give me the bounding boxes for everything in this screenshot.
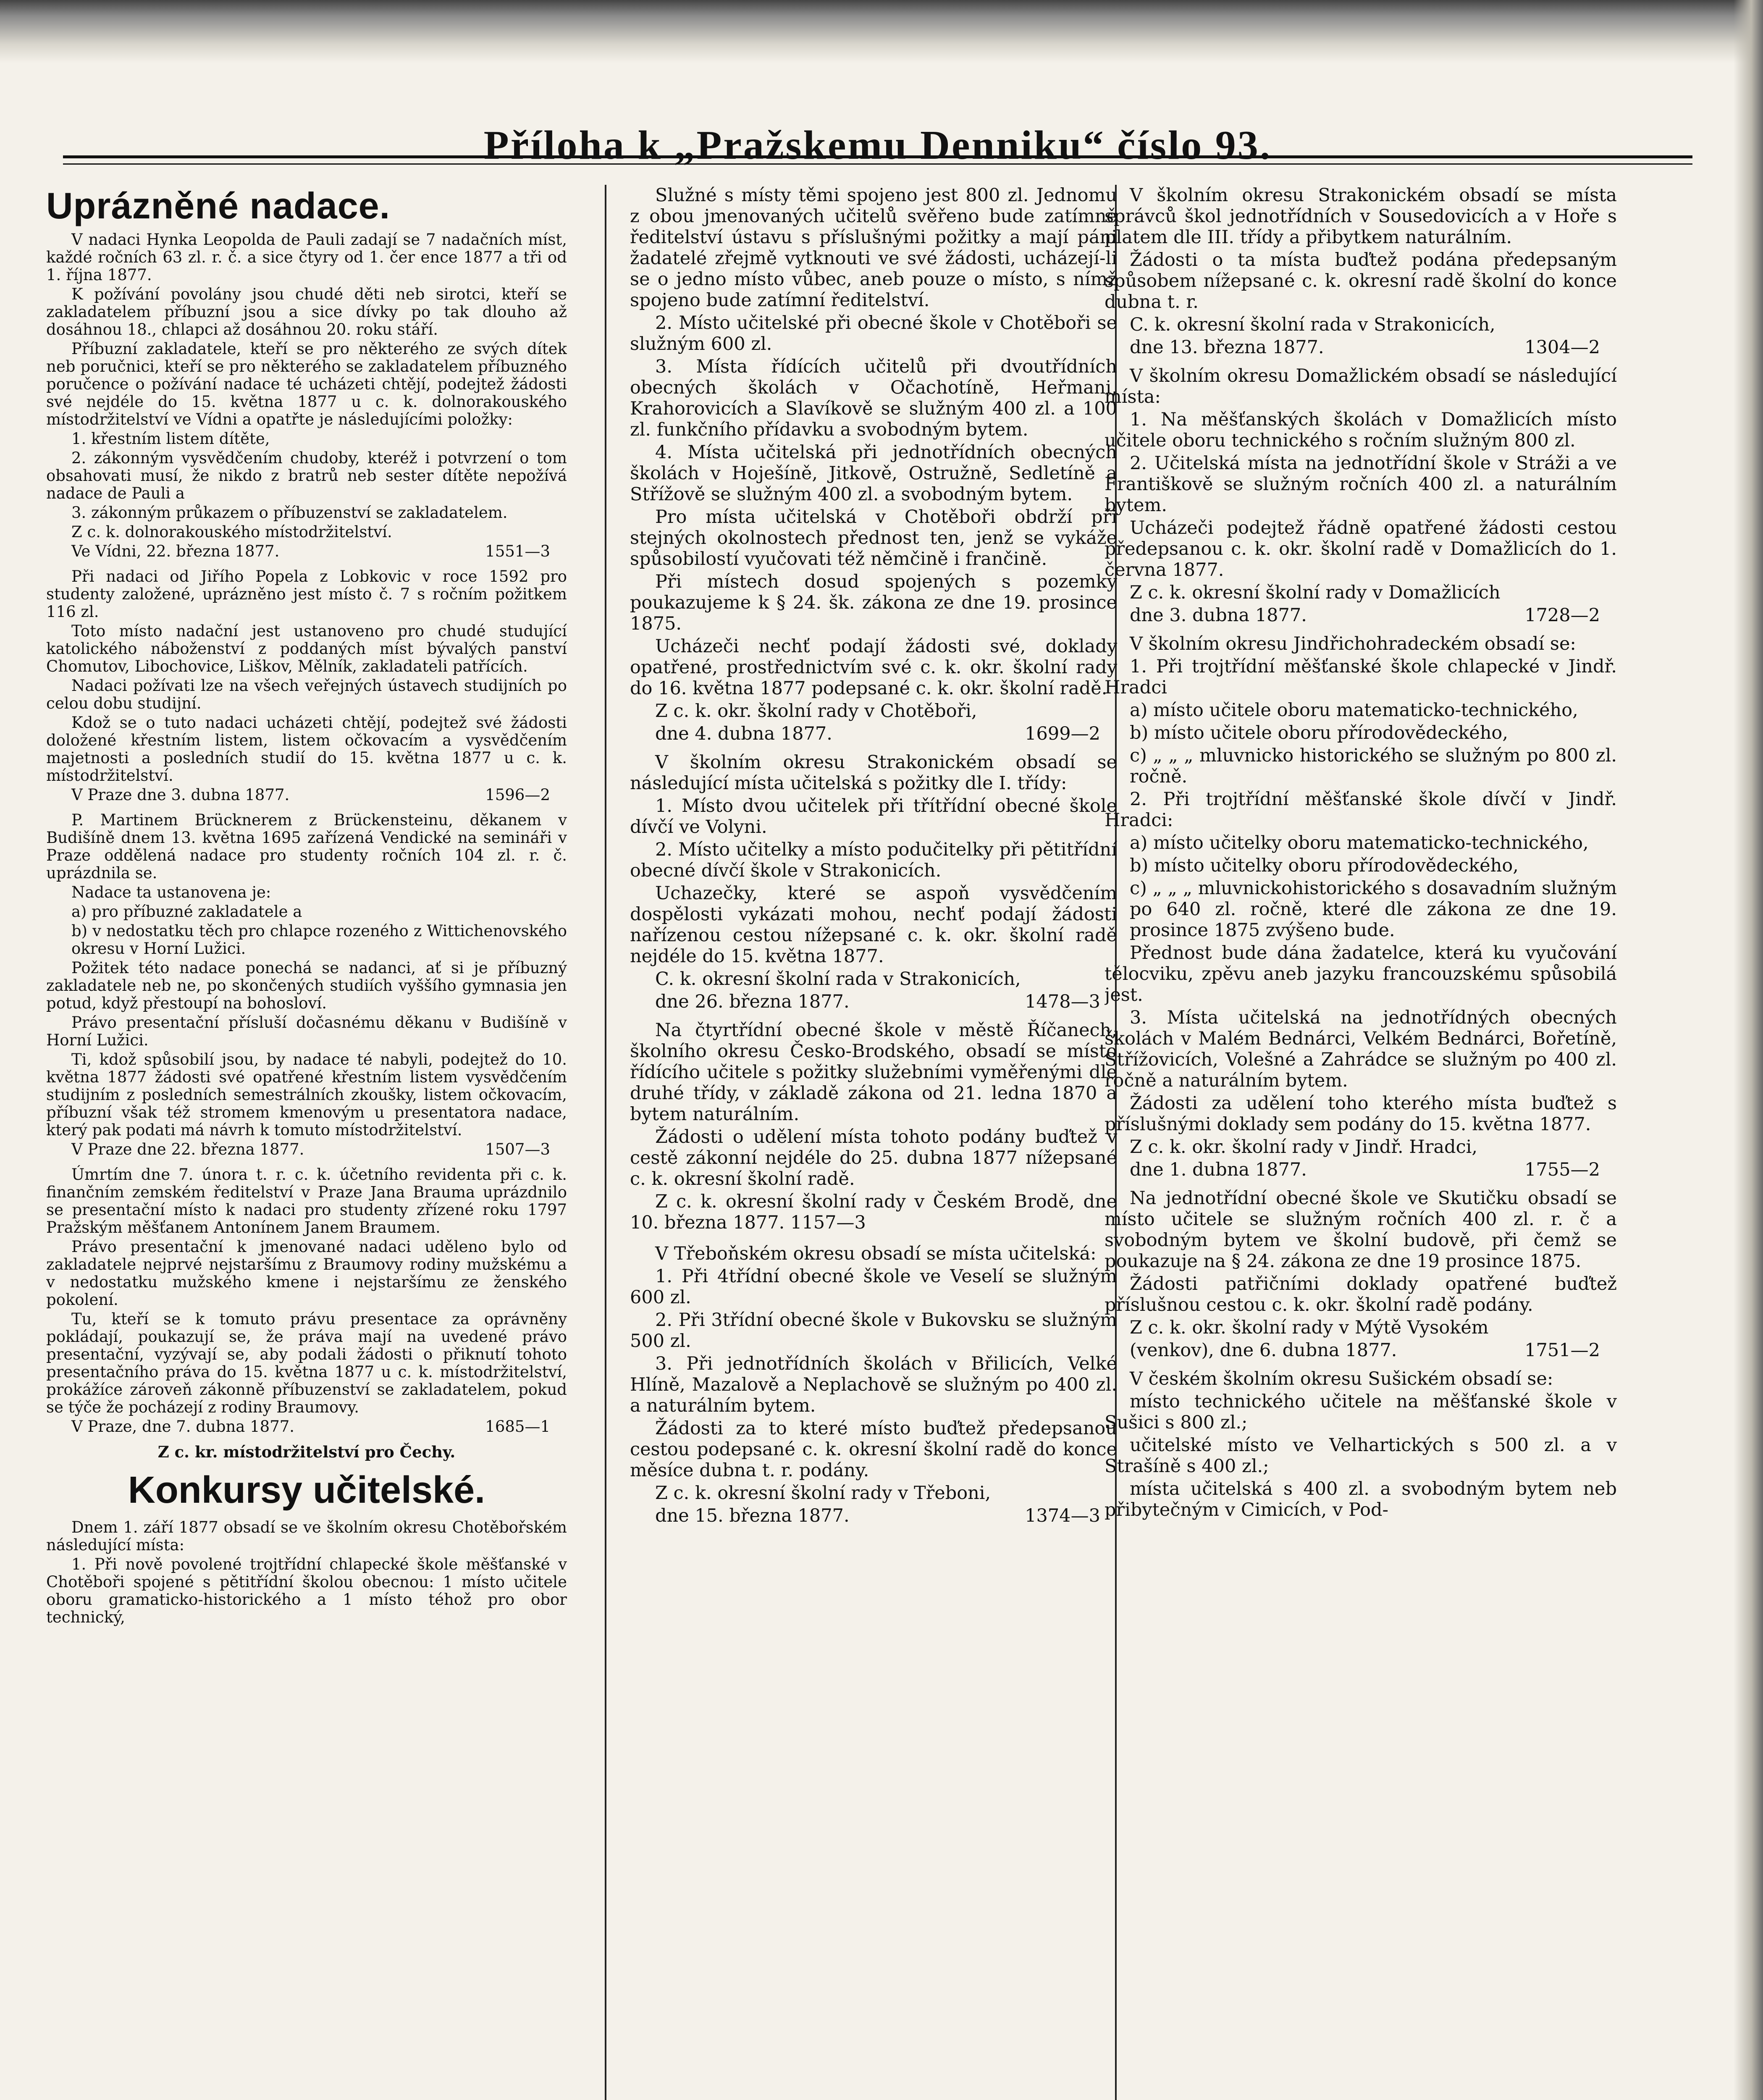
paragraph: Toto místo nadační jest ustanoveno pro chudé studující katolického náboženství z poddaných míst bývalých panství Chomutov, Libochovice, Liškov, Mělník, zakladateli patřících. [46,622,567,675]
reference-number: 1157—3 [790,1212,866,1233]
list-item: 1. Místo dvou učitelek při třítřídní obecné škole dívčí ve Volyni. [630,795,1117,837]
paragraph: Žádosti o ta místa buďtež podána předepsaným spůsobem nížepsané c. k. okresní radě školní do konce dubna t. r. [1104,249,1617,312]
paragraph: Kdož se o tuto nadaci ucházeti chtějí, podejtež své žádosti doložené křestním listem, listem očkovacím a vysvědčením majetnosti a posledních studií do 15. května 1877 u c. k. místodržitelství. [46,714,567,785]
paragraph: Žádosti za to které místo buďtež předepsanou cestou podepsané c. k. okresní školní radě do konce měsíce dubna t. r. podány. [630,1418,1117,1481]
paragraph: Příbuzní zakladatele, kteří se pro některého ze svých dítek neb poručnici, kteří se pro některého se zakladatelem příbuzného poručence o požívání nadace té ucházeti chtějí, podejtež žádosti své nejdéle do 15. května 1877 u c. k. dolnorakouského místodržitelství ve Vídni a opatřte je následujícími položky: [46,340,567,428]
authority-line: Z c. k. okr. školní rady v Chotěboři, [655,701,977,722]
section-heading-teacher-competitions: Konkursy učitelské. [128,1469,485,1511]
list-item: místa učitelská s 400 zl. a svobodným bytem neb přibytečným v Cimicích, v Pod- [1104,1478,1617,1520]
page-title: Příloha k „Pražskemu Denniku“ číslo 93. [483,123,1272,168]
scan-shadow-top [0,0,1763,63]
list-item: 2. zákonným vysvědčením chudoby, kteréž i potvrzení o tom obsahovati musí, že nikdo z bratrů neb sester dítěte nepožívá nadace de Pauli a [46,449,567,502]
paragraph: Pro místa učitelská v Chotěboři obdrží při stejných okolnostech přednost ten, jenž se vykáže spůsobilostí vyučovati též němčině i frančině. [630,507,1117,570]
authority-line: C. k. okresní školní rada v Strakonicích, [655,969,1021,990]
reference-number: 1478—3 [1025,991,1100,1012]
authority-line: Z c. k. okresní školní rady v Třeboni, [655,1483,991,1504]
list-item: místo technického učitele na měšťanské škole v Sušici s 800 zl.; [1104,1391,1617,1433]
reference-number: 1755—2 [1524,1159,1600,1180]
paragraph: V školním okresu Domažlickém obsadí se následující místa: [1104,365,1617,407]
paragraph: V Třeboňském okresu obsadí se místa učitelská: [655,1243,1097,1264]
authority-line: Z c. k. okr. školní rady v Mýtě Vysokém [1130,1317,1489,1338]
reference-number: 1728—2 [1524,605,1600,626]
paragraph: Požitek této nadace ponechá se nadanci, ať si je příbuzný zakladatele neb ne, po skončených studiích vyššího gymnasia jen potud, když přestoupí na bohosloví. [46,959,567,1012]
signature-line [46,543,567,560]
date-place: V Praze dne 3. dubna 1877. [71,786,290,804]
signature-line [46,1141,567,1158]
date-place: (venkov), dne 6. dubna 1877. [1130,1340,1397,1361]
list-item: c) „ „ „ mluvnicko historického se služným po 800 zl. ročně. [1130,745,1617,787]
paragraph: Nadace ta ustanovena je: [71,883,271,901]
scan-shadow-right [1734,0,1763,2100]
list-item: 4. Místa učitelská při jednotřídních obecných školách v Hoješíně, Jitkově, Ostružně, Sedletíně a Střížově se služným 400 zl. a svobodným bytem. [630,442,1117,505]
list-item: 3. zákonným průkazem o příbuzenství se zakladatelem. [71,504,508,522]
authority-line: Z c. k. okresní školní rady v Domažlicích [1130,582,1501,603]
reference-number: 1596—2 [485,786,550,804]
signature-line [630,991,1117,1012]
signature-line [46,786,567,804]
signature-line [1104,337,1617,358]
authority-text: Z c. k. okresní školní rady v Českém Brodě, dne 10. března 1877. [630,1191,1117,1233]
authority-line: Z c. k. dolnorakouského místodržitelství. [71,523,392,541]
date-place: Ve Vídni, 22. března 1877. [71,542,280,560]
column-3 [1104,185,1617,2100]
list-item: 2. Místo učitelky a místo podučitelky při pětitřídní obecné dívčí škole v Strakonicích. [630,839,1117,881]
list-item: 2. Místo učitelské při obecné škole v Chotěboři se služným 600 zl. [630,312,1117,354]
reference-number: 1374—3 [1025,1505,1100,1526]
paragraph: Uchazečky, které se aspoň vysvědčením dospělosti vykázati mohou, nechť podají žádosti nařízenou cestou nížepsané c. k. okr. školní radě nejdéle do 15. května 1877. [630,883,1117,967]
paragraph: Ti, kdož spůsobilí jsou, by nadace té nabyli, podejtež do 10. května 1877 žádosti své opatřené křestním listem vysvědčením studijním z posledních semestrálních zkoušky, listem očkovacím, příbuzní však též stromem kmenovým u presentatora nadace, který pak podati má návrh k tomuto místodržitelství. [46,1050,567,1139]
list-item: 3. Místa učitelská na jednotřídných obecných školách v Malém Bednárci, Velkém Bednárci, Bořetíně, Střížovicích, Volešné a Zahrádce se služným po 400 zl. ročně a naturálním bytem. [1104,1007,1617,1091]
paragraph: Tu, kteří se k tomuto právu presentace za oprávněny pokládají, poukazují se, že práva mají na uvedené právo presentační, vyzývají se, aby podali žádosti o přiknutí tohoto presentačního práva do 15. května 1877 u c. k. místodržitelství, prokážíce zároveň zákonně příbuzenství se zakladatelem, pokud se týče že pocházejí z rodiny Braumovy. [46,1310,567,1416]
paragraph: V školním okresu Strakonickém obsadí se následující místa učitelská s požitky dle I. třídy: [630,752,1117,794]
paragraph: V českém školním okresu Sušickém obsadí se: [1130,1368,1553,1389]
column-1 [46,185,567,2100]
paragraph: V školním okresu Jindřichohradeckém obsadí se: [1130,633,1576,654]
list-item: 2. Při 3třídní obecné škole v Bukovsku se služným 500 zl. [630,1310,1117,1352]
authority-line: Z c. kr. místodržitelství pro Čechy. [157,1443,456,1461]
date-place: dne 26. března 1877. [655,991,850,1012]
list-item: 3. Při jednotřídních školách v Břilicích, Velké Hlíně, Mazalově a Neplachově se služným po 400 zl. a naturálním bytem. [630,1353,1117,1416]
paragraph: Přednost bude dána žadatelce, která ku vyučování tělocviku, zpěvu aneb jazyku francouzskému spůsobilá jest. [1104,942,1617,1005]
paragraph: Žádosti za udělení toho kterého místa buďtež s příslušnými doklady sem podány do 15. května 1877. [1104,1093,1617,1135]
signature-line [630,723,1117,744]
paragraph: Právo presentační přísluší dočasnému děkanu v Budišíně v Horní Lužici. [46,1013,567,1049]
column-2 [630,185,1117,2100]
paragraph: Na jednotřídní obecné škole ve Skutičku obsadí se místo učitele se služným ročních 400 zl. r. č a svobodným bytem ve školní budově, při čemž se poukazuje na § 24. zákona ze dne 19 prosince 1875. [1104,1188,1617,1272]
signature-line [1104,605,1617,626]
authority-line: C. k. okresní školní rada v Strakonicích, [1130,314,1495,335]
paragraph: Při nadaci od Jiřího Popela z Lobkovic v roce 1592 pro studenty založené, uprázněno jest místo č. 7 s ročním požitkem 116 zl. [46,567,567,621]
paragraph: Ucházeči podejtež řádně opatřené žádosti cestou předepsanou c. k. okr. školní radě v Domažlicích do 1. června 1877. [1104,517,1617,580]
list-item: b) v nedostatku těch pro chlapce rozeného z Wittichenovského okresu v Horní Lužici. [71,922,567,958]
list-item: 1. Při 4třídní obecné škole ve Veselí se služným 600 zl. [630,1266,1117,1308]
list-item: 1. Na měšťanských školách v Domažlicích místo učitele oboru technického s ročním služným 800 zl. [1104,409,1617,451]
date-place: dne 4. dubna 1877. [655,723,832,744]
paragraph: V školním okresu Strakonickém obsadí se místa správců škol jednotřídních v Sousedovicích a v Hoře s platem dle III. třídy a přibytkem naturálním. [1104,185,1617,248]
date-place: dne 3. dubna 1877. [1130,605,1307,626]
paragraph: P. Martinem Brücknerem z Brückensteinu, děkanem v Budišíně dnem 13. května 1695 zařízená Vendické na semináři v Praze oddělená nadace pro studenty ročních 104 zl. r. č. uprázdnila se. [46,811,567,882]
signature-line [630,1505,1117,1526]
paragraph: 1. Při nově povolené trojtřídní chlapecké škole měšťanské v Chotěboři spojené s pětitřídní školou obecnou: 1 místo učitele oboru gramaticko-historického a 1 místo téhož pro obor technický, [46,1555,567,1626]
reference-number: 1507—3 [485,1140,550,1158]
reference-number: 1551—3 [485,542,550,560]
paragraph: K požívání povolány jsou chudé děti neb sirotci, kteří se zakladatelem příbuzní jsou a sice dívky po tak dlouho až dosáhnou 18., chlapci až dosáhnou 20. roku stáří. [46,285,567,339]
list-item: 2. Učitelská místa na jednotřídní škole v Stráži a ve Františkově se služným ročních 400 zl. a naturálním bytem. [1104,453,1617,516]
header-rule [63,155,1692,165]
list-item: učitelské místo ve Velhartických s 500 zl. a v Strašíně s 400 zl.; [1104,1435,1617,1477]
date-place: dne 15. března 1877. [655,1505,850,1526]
list-item: a) místo učitele oboru matematicko-technického, [1130,700,1578,721]
reference-number: 1304—2 [1524,337,1600,358]
paragraph: Služné s místy těmi spojeno jest 800 zl. Jednomu z obou jmenovaných učitelů svěřeno bude zatímně ředitelství ústavu s příslušnými požitky a mají páni žadatelé zřejmě vytknouti ve své žádosti, ucházejí-li se o jedno místo vůbec, aneb pouze o místo, s nímž spojeno bude zatímní ředitelství. [630,185,1117,311]
date-place: dne 13. března 1877. [1130,337,1324,358]
date-place: V Praze dne 22. března 1877. [71,1140,304,1158]
list-item: a) místo učitelky oboru matematicko-technického, [1130,832,1589,853]
date-place: dne 1. dubna 1877. [1130,1159,1307,1180]
list-item: b) místo učitelky oboru přírodovědeckého, [1130,855,1519,876]
reference-number: 1751—2 [1524,1340,1600,1361]
paragraph: Ucházeči nechť podají žádosti své, doklady opatřené, prostřednictvím své c. k. okr. školní rady do 16. května 1877 podepsané c. k. okr. školní radě. [630,636,1117,699]
list-item: 3. Místa řídících učitelů při dvoutřídních obecných školách v Očachotíně, Heřmani, Krahorovicích a Slavíkově se služným 400 zl. a 100 zl. funkčního přídavku a svobodným bytem. [630,356,1117,440]
list-item: a) pro příbuzné zakladatele a [71,903,302,921]
signature-line [1104,1159,1617,1180]
list-item: 2. Při trojtřídní měšťanské škole dívčí v Jindř. Hradci: [1104,789,1617,831]
reference-number: 1685—1 [485,1418,550,1436]
column-divider-1 [605,185,606,2100]
paragraph: V nadaci Hynka Leopolda de Pauli zadají se 7 nadačních míst, každé ročních 63 zl. r. č. a sice čtyry od 1. čer ence 1877 a tři od 1. října 1877. [46,231,567,284]
list-item: c) „ „ „ mluvnickohistorického s dosavadním služným po 640 zl. ročně, které dle zákona ze dne 19. prosince 1875 zvýšeno bude. [1130,878,1617,941]
paragraph: Při místech dosud spojených s pozemky poukazujeme k § 24. šk. zákona ze dne 19. prosince 1875. [630,571,1117,634]
paragraph: Žádosti patřičními doklady opatřené buďtež příslušnou cestou c. k. okr. školní radě podány. [1104,1273,1617,1315]
reference-number: 1699—2 [1025,723,1100,744]
paragraph: Úmrtím dne 7. února t. r. c. k. účetního revidenta při c. k. finančním zemském ředitelství v Praze Jana Brauma uprázdnilo se presentační místo k nadaci pro studenty zřízené roku 1797 Pražským měšťanem Antonínem Janem Braumem. [46,1166,567,1236]
list-item: 1. křestním listem dítěte, [71,430,270,448]
list-item: b) místo učitele oboru přírodovědeckého, [1130,722,1508,743]
section-heading-vacant-foundations: Uprázněné nadace. [46,185,391,226]
signature-line [46,1418,567,1436]
signature-line [1104,1340,1617,1361]
date-place: V Praze, dne 7. dubna 1877. [71,1418,295,1436]
paragraph: Právo presentační k jmenované nadaci uděleno bylo od zakladatele nejprvé nejstaršímu z Braumovy rodiny mužskému a v nedostatku mužského kmene i nejstaršímu ze ženského pokolení. [46,1238,567,1309]
paragraph: Žádosti o udělení místa tohoto podány buďtež v cestě zákonní nejdéle do 25. dubna 1877 nížepsané c. k. okresní školní radě. [630,1126,1117,1189]
authority-line [630,1191,1117,1233]
paragraph: Na čtyrtřídní obecné škole v městě Říčanech, školního okresu Česko-Brodského, obsadí se místo řídícího učitele s požitky služebními vyměřenými dle druhé třídy, v základě zákona od 21. ledna 1870 a bytem naturálním. [630,1020,1117,1125]
list-item: 1. Při trojtřídní měšťanské škole chlapecké v Jindř. Hradci [1104,656,1617,698]
authority-line: Z c. k. okr. školní rady v Jindř. Hradci, [1130,1137,1478,1158]
paragraph: Dnem 1. září 1877 obsadí se ve školním okresu Chotěbořském následující místa: [46,1518,567,1554]
paragraph: Nadaci požívati lze na všech veřejných ústavech studijních po celou dobu studijní. [46,677,567,712]
